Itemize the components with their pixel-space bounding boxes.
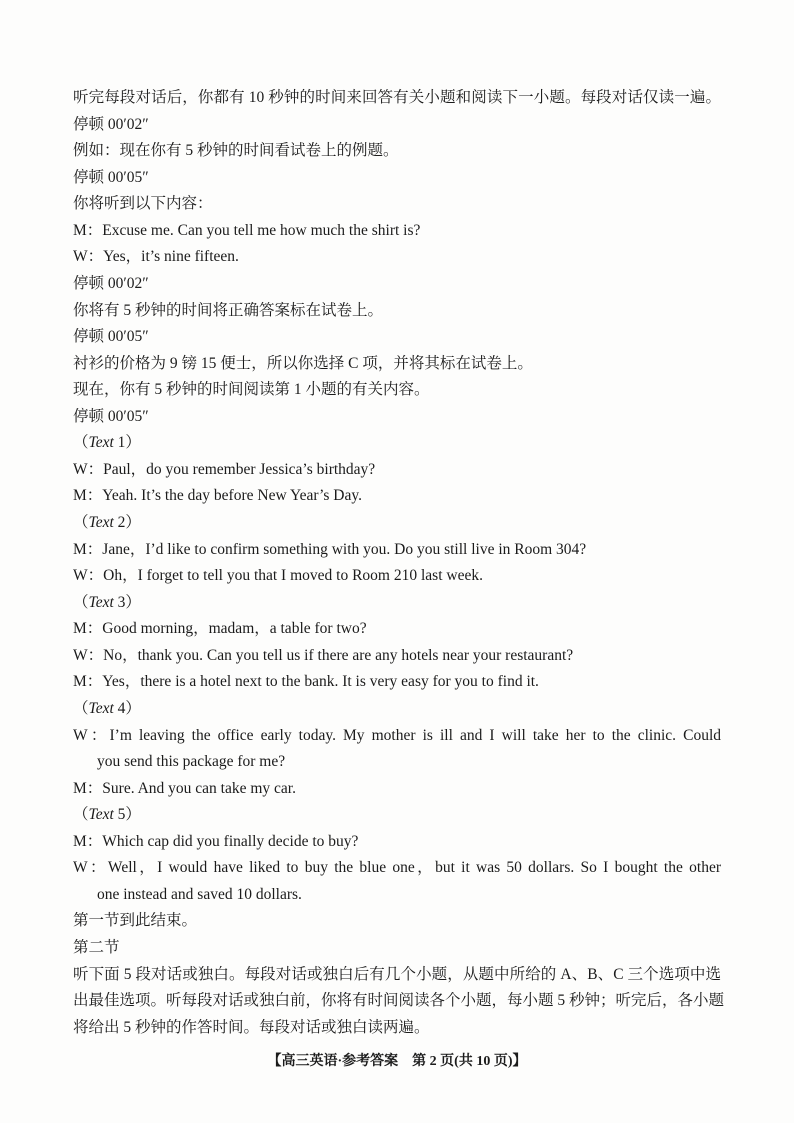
dialogue-line-man: M：Excuse me. Can you tell me how much the shirt is? <box>73 221 421 239</box>
text-label-open: （ <box>73 434 89 452</box>
instruction-line: 例如：现在你有 5 秒钟的时间看试卷上的例题。 <box>73 142 399 160</box>
instruction-line: 出最佳选项。听每段对话或独白前，你将有时间阅读各个小题，每小题 5 秒钟；听完后，各小题 <box>73 992 725 1010</box>
dialogue-line-woman: W：Paul，do you remember Jessica’s birthday? <box>73 460 376 478</box>
section-heading: 第二节 <box>73 939 120 956</box>
pause-line: 停顿 00′05″ <box>73 328 149 346</box>
text-label-number: 4） <box>113 699 141 717</box>
text-label <box>73 696 721 723</box>
text-label-word: Text <box>88 699 114 717</box>
dialogue-line-continuation: you send this package for me? <box>97 753 286 771</box>
text-label <box>73 590 721 617</box>
text-label-open: （ <box>73 699 89 717</box>
dialogue-line-man: M：Yeah. It’s the day before New Year’s Day. <box>73 487 362 505</box>
dialogue-line-woman: W：Yes，it’s nine fifteen. <box>73 248 239 266</box>
text-label-number: 3） <box>113 593 141 611</box>
dialogue-line-man: M：Yes，there is a hotel next to the bank. It is very easy for you to find it. <box>73 673 539 691</box>
text-label-open: （ <box>73 593 89 611</box>
text-label <box>73 430 721 457</box>
text-label-number: 1） <box>113 434 141 452</box>
section-end-line: 第一节到此结束。 <box>73 912 198 930</box>
text-label-word: Text <box>88 434 114 452</box>
text-label-word: Text <box>88 593 114 611</box>
text-label <box>73 510 721 537</box>
dialogue-line-man: M：Which cap did you finally decide to buy? <box>73 832 359 850</box>
text-label-word: Text <box>88 806 114 824</box>
instruction-line: 听完每段对话后，你都有 10 秒钟的时间来回答有关小题和阅读下一小题。每段对话仅读一遍。 <box>73 89 721 106</box>
text-label-number: 2） <box>113 514 141 531</box>
pause-line: 停顿 00′02″ <box>73 115 149 133</box>
instruction-line: 听下面 5 段对话或独白。每段对话或独白后有几个小题，从题中所给的 A、B、C 三个选项中选 <box>73 965 721 983</box>
page-footer: 【高三英语·参考答案 第 2 页(共 10 页)】 <box>267 1054 527 1069</box>
text-label-open: （ <box>73 806 89 824</box>
dialogue-line-man: M：Good morning，madam，a table for two? <box>73 620 367 638</box>
transcript-body <box>73 85 725 1041</box>
instruction-line: 你将听到以下内容： <box>73 195 213 213</box>
text-label <box>73 802 721 829</box>
text-label-open: （ <box>73 514 89 531</box>
dialogue-line-man: M：Jane，I’d like to confirm something with you. Do you still live in Room 304? <box>73 540 587 558</box>
dialogue-line-man: M：Sure. And you can take my car. <box>73 779 296 797</box>
dialogue-line-woman: W：I’m leaving the office early today. My mother is ill and I will take her to the clinic. Could <box>73 726 721 744</box>
instruction-line: 衬衫的价格为 9 镑 15 便士，所以你选择 C 项，并将其标在试卷上。 <box>73 354 533 372</box>
instruction-line: 你将有 5 秒钟的时间将正确答案标在试卷上。 <box>73 301 384 319</box>
dialogue-line-continuation: one instead and saved 10 dollars. <box>97 885 302 903</box>
dialogue-line-woman: W：No，thank you. Can you tell us if there are any hotels near your restaurant? <box>73 646 574 664</box>
dialogue-line-woman: W：Oh，I forget to tell you that I moved to Room 210 last week. <box>73 567 483 585</box>
pause-line: 停顿 00′05″ <box>73 168 149 186</box>
text-label-number: 5） <box>113 806 141 824</box>
text-label-word: Text <box>88 514 114 531</box>
instruction-line: 现在，你有 5 秒钟的时间阅读第 1 小题的有关内容。 <box>73 381 430 399</box>
instruction-line: 将给出 5 秒钟的作答时间。每段对话或独白读两遍。 <box>73 1018 430 1036</box>
pause-line: 停顿 00′05″ <box>73 407 149 425</box>
dialogue-line-woman: W：Well，I would have liked to buy the blue one，but it was 50 dollars. So I bought the other <box>73 859 721 877</box>
pause-line: 停顿 00′02″ <box>73 274 149 292</box>
